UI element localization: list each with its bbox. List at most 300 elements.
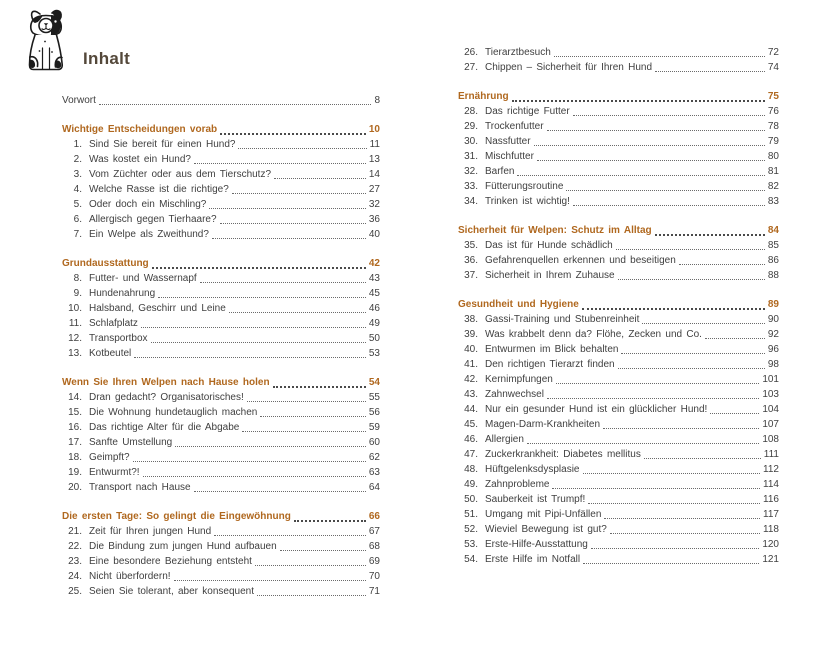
toc-entry-row [458,104,779,119]
entry-title: Zahnprobleme [485,479,550,490]
toc-entry-row [458,417,779,432]
toc-entry-row [458,522,779,537]
dot-leader [294,520,366,522]
dot-leader [552,488,760,489]
entry-title: Sind Sie bereit für einen Hund? [89,139,236,150]
toc-group [62,509,380,599]
toc-entry-row [62,286,380,301]
entry-number: 34. [464,196,478,207]
entry-number: 45. [464,419,478,430]
entry-number: 17. [68,437,82,448]
entry-title: Sicherheit in Ihrem Zuhause [485,270,615,281]
page-number: 68 [368,541,380,552]
toc-entry-row [458,372,779,387]
toc-entry-row [62,435,380,450]
toc-group [62,122,380,242]
page-number: 75 [767,91,779,102]
section-title: Ernährung [458,91,509,102]
entry-title: Umgang mit Pipi-Unfällen [485,509,602,520]
toc-entry-row [62,539,380,554]
entry-title: Wieviel Bewegung ist gut? [485,524,607,535]
page-number: 86 [767,255,779,266]
toc-entry-row [62,480,380,495]
toc-group [458,45,779,75]
dot-leader [554,56,765,57]
entry-title: Futter- und Wassernapf [89,273,197,284]
entry-number: 54. [464,554,478,565]
toc-entry-row [458,477,779,492]
page-number: 55 [368,392,380,403]
page-number: 62 [368,452,380,463]
entry-title: Hüftgelenksdysplasie [485,464,580,475]
entry-number: 41. [464,359,478,370]
entry-title: Entwurmt?! [89,467,140,478]
section-title: Sicherheit für Welpen: Schutz im Alltag [458,225,652,236]
page-number: 120 [762,539,779,550]
toc-entry-row [458,164,779,179]
entry-title: Was kostet ein Hund? [89,154,191,165]
toc-entry-row [62,137,380,152]
entry-number: 10. [68,303,82,314]
entry-number: 36. [464,255,478,266]
toc-entry-row [62,420,380,435]
page-number: 66 [368,511,380,522]
dot-leader [604,518,760,519]
page-number: 80 [767,151,779,162]
entry-title: Das richtige Alter für die Abgabe [89,422,240,433]
entry-number: 12. [68,333,82,344]
entry-title: Das richtige Futter [485,106,570,117]
toc-entry-row [62,197,380,212]
dot-leader [710,413,759,414]
entry-number: 46. [464,434,478,445]
entry-number: 7. [73,229,82,240]
page-number: 10 [368,124,380,135]
entry-number: 44. [464,404,478,415]
toc-section-row [458,223,779,238]
dot-leader [194,491,366,492]
entry-title: Was krabbelt denn da? Flöhe, Zecken und Co. [485,329,702,340]
toc-entry-row [458,357,779,372]
dot-leader [573,115,765,116]
entry-title: Welche Rasse ist die richtige? [89,184,229,195]
entry-title: Nassfutter [485,136,531,147]
page-number: 42 [368,258,380,269]
toc-entry-row [458,45,779,60]
page-number: 74 [767,62,779,73]
entry-number: 18. [68,452,82,463]
entry-number: 4. [73,184,82,195]
dot-leader [260,416,366,417]
dot-leader [232,193,366,194]
dot-leader [512,100,765,102]
page-number: 70 [368,571,380,582]
dot-leader [610,533,760,534]
toc-entry-row [458,312,779,327]
entry-title: Mischfutter [485,151,534,162]
entry-title: Allergien [485,434,524,445]
toc-group [62,375,380,495]
dot-leader [527,443,759,444]
dot-leader [537,160,765,161]
page-number: 50 [368,333,380,344]
entry-title: Oder doch ein Mischling? [89,199,207,210]
toc-entry-row [62,450,380,465]
toc-entry-row [62,465,380,480]
page-number: 32 [368,199,380,210]
entry-title: Seien Sie tolerant, aber konsequent [89,586,254,597]
entry-title: Transport nach Hause [89,482,191,493]
page-number: 101 [762,374,779,385]
entry-number: 1. [73,139,82,150]
section-title: Wenn Sie Ihren Welpen nach Hause holen [62,377,270,388]
dot-leader [534,145,765,146]
page-number: 40 [368,229,380,240]
toc-entry-row [458,537,779,552]
entry-number: 40. [464,344,478,355]
entry-title: Sauberkeit ist Trumpf! [485,494,586,505]
dot-leader [212,238,366,239]
dot-leader [99,104,372,105]
page-number: 8 [374,95,380,106]
entry-title: Transportbox [89,333,148,344]
entry-title: Allergisch gegen Tierhaare? [89,214,217,225]
dot-leader [618,279,765,280]
entry-number: 30. [464,136,478,147]
entry-number: 6. [73,214,82,225]
section-title: Gesundheit und Hygiene [458,299,579,310]
toc-entry-row [458,268,779,283]
toc-entry-row [62,405,380,420]
dot-leader [644,458,761,459]
page-number: 27 [368,184,380,195]
toc-entry-row [458,60,779,75]
toc-group [62,256,380,361]
toc-section-row [458,297,779,312]
page-number: 69 [368,556,380,567]
entry-title: Dran gedacht? Organisatorisches! [89,392,244,403]
entry-number: 33. [464,181,478,192]
entry-number: 2. [73,154,82,165]
dot-leader [621,353,764,354]
entry-title: Magen-Darm-Krankheiten [485,419,601,430]
toc-entry-row [458,387,779,402]
page-number: 98 [767,359,779,370]
entry-title: Trinken ist wichtig! [485,196,570,207]
page-number: 89 [767,299,779,310]
toc-entry-row [458,552,779,567]
dot-leader [238,148,366,149]
entry-title: Tierarztbesuch [485,47,551,58]
page-number: 83 [767,196,779,207]
page-number: 111 [763,449,779,460]
toc-group [458,223,779,283]
toc-group [458,89,779,209]
page-number: 64 [368,482,380,493]
entry-title: Eine besondere Beziehung entsteht [89,556,252,567]
entry-number: 37. [464,270,478,281]
dot-leader [158,297,366,298]
entry-title: Hundenahrung [89,288,156,299]
entry-title: Zuckerkrankheit: Diabetes mellitus [485,449,641,460]
dot-leader [679,264,765,265]
toc-entry-row [458,119,779,134]
toc-entry-row [458,327,779,342]
toc-column-left [62,93,380,599]
entry-number: 21. [68,526,82,537]
page-number: 36 [368,214,380,225]
page-number: 54 [368,377,380,388]
toc-entry-row [62,331,380,346]
toc-section-row [62,509,380,524]
toc-entry-row [62,554,380,569]
toc-entry-row [62,524,380,539]
toc-entry-row [458,492,779,507]
toc-entry-row [458,253,779,268]
entry-number: 52. [464,524,478,535]
toc-entry-row [62,584,380,599]
entry-title: Ein Welpe als Zweithund? [89,229,209,240]
toc-entry-row [458,149,779,164]
toc-entry-row [62,152,380,167]
page-number: 59 [368,422,380,433]
dot-leader [141,327,366,328]
page-number: 121 [762,554,779,565]
dot-leader [174,580,366,581]
page-number: 112 [763,464,779,475]
toc-entry-row [458,194,779,209]
entry-number: 13. [68,348,82,359]
toc-section-row [62,122,380,137]
toc-entry-row [62,227,380,242]
toc-section-row [62,375,380,390]
page-number: 81 [767,166,779,177]
entry-title: Trockenfutter [485,121,544,132]
page-number: 67 [368,526,380,537]
entry-number: 50. [464,494,478,505]
dot-leader [214,535,366,536]
entry-number: 32. [464,166,478,177]
entry-title: Fütterungsroutine [485,181,564,192]
toc-entry-row [62,167,380,182]
entry-title: Gefahrenquellen erkennen und beseitigen [485,255,676,266]
toc-section-row [458,89,779,104]
dot-leader [133,461,366,462]
entry-title: Schlafplatz [89,318,138,329]
toc-entry-row [458,447,779,462]
toc-entry-row [62,271,380,286]
toc-entry-row [62,182,380,197]
dot-leader [257,595,366,596]
dot-leader [705,338,765,339]
dog-doodle-icon [22,8,70,72]
dot-leader [151,342,366,343]
toc-entry-row [62,569,380,584]
page-number: 46 [368,303,380,314]
entry-title: Sanfte Umstellung [89,437,173,448]
page-number: 56 [368,407,380,418]
entry-title: Nicht überfordern! [89,571,171,582]
dot-leader [255,565,366,566]
entry-title: Halsband, Geschirr und Leine [89,303,226,314]
entry-title: Geimpft? [89,452,130,463]
page-number: 82 [767,181,779,192]
entry-number: 23. [68,556,82,567]
entry-title: Vorwort [62,95,96,106]
dot-leader [242,431,366,432]
dot-leader [573,205,765,206]
entry-title: Gassi-Training und Stubenreinheit [485,314,640,325]
page-number: 13 [368,154,380,165]
page-number: 71 [368,586,380,597]
dot-leader [134,357,366,358]
page-number: 116 [763,494,779,505]
dot-leader [194,163,366,164]
toc-column-right [458,45,779,567]
toc-entry-row [62,93,380,108]
entry-number: 8. [73,273,82,284]
page-number: 107 [762,419,779,430]
entry-number: 26. [464,47,478,58]
page-number: 78 [767,121,779,132]
toc-entry-row [62,212,380,227]
page-number: 118 [763,524,779,535]
entry-title: Barfen [485,166,515,177]
page-number: 49 [368,318,380,329]
entry-title: Die Bindung zum jungen Hund aufbauen [89,541,277,552]
dot-leader [175,446,366,447]
entry-number: 9. [73,288,82,299]
section-title: Die ersten Tage: So gelingt die Eingewöhnung [62,511,291,522]
toc-entry-row [458,507,779,522]
entry-title: Die Wohnung hundetauglich machen [89,407,258,418]
entry-number: 51. [464,509,478,520]
page-number: 84 [767,225,779,236]
page-number: 79 [767,136,779,147]
entry-number: 19. [68,467,82,478]
entry-number: 39. [464,329,478,340]
dot-leader [616,249,765,250]
dot-leader [280,550,366,551]
toc-entry-row [458,462,779,477]
entry-number: 15. [68,407,82,418]
section-title: Grundausstattung [62,258,149,269]
dot-leader [209,208,366,209]
dot-leader [273,386,366,388]
entry-number: 35. [464,240,478,251]
dot-leader [220,133,366,135]
entry-title: Kotbeutel [89,348,132,359]
entry-number: 29. [464,121,478,132]
page-number: 92 [767,329,779,340]
entry-number: 43. [464,389,478,400]
toc-section-row [62,256,380,271]
dot-leader [618,368,765,369]
dot-leader [556,383,759,384]
entry-title: Chippen – Sicherheit für Ihren Hund [485,62,653,73]
dot-leader [655,234,765,236]
toc-entry-row [458,342,779,357]
entry-number: 47. [464,449,478,460]
entry-title: Das ist für Hunde schädlich [485,240,613,251]
entry-number: 31. [464,151,478,162]
dot-leader [143,476,366,477]
dot-leader [547,398,759,399]
dot-leader [588,503,760,504]
dot-leader [152,267,366,269]
entry-number: 11. [68,318,82,329]
dot-leader [582,308,765,310]
page-number: 72 [767,47,779,58]
page-number: 45 [368,288,380,299]
dot-leader [200,282,366,283]
page-title: Inhalt [83,49,131,68]
dot-leader [517,175,764,176]
entry-number: 3. [73,169,82,180]
page-number: 14 [368,169,380,180]
toc-entry-row [458,238,779,253]
entry-number: 14. [68,392,82,403]
page-number: 76 [767,106,779,117]
entry-number: 16. [68,422,82,433]
entry-number: 20. [68,482,82,493]
entry-title: Vom Züchter oder aus dem Tierschutz? [89,169,272,180]
entry-number: 25. [68,586,82,597]
entry-title: Entwurmen im Blick behalten [485,344,619,355]
entry-title: Nur ein gesunder Hund ist ein glücklicher Hund! [485,404,708,415]
dot-leader [247,401,366,402]
page-number: 104 [762,404,779,415]
toc-group [62,93,380,108]
page-number: 117 [763,509,779,520]
entry-title: Erste Hilfe im Notfall [485,554,581,565]
page-number: 103 [762,389,779,400]
entry-title: Kernimpfungen [485,374,553,385]
dot-leader [642,323,764,324]
dot-leader [603,428,759,429]
dot-leader [583,473,761,474]
entry-number: 48. [464,464,478,475]
entry-number: 53. [464,539,478,550]
toc-entry-row [458,179,779,194]
page-number: 11 [369,139,380,150]
toc-entry-row [458,402,779,417]
toc-group [458,297,779,567]
entry-number: 49. [464,479,478,490]
page-number: 85 [767,240,779,251]
entry-title: Zeit für Ihren jungen Hund [89,526,212,537]
dot-leader [547,130,765,131]
entry-title: Erste-Hilfe-Ausstattung [485,539,588,550]
entry-number: 5. [73,199,82,210]
page-number: 53 [368,348,380,359]
toc-entry-row [62,301,380,316]
page-number: 96 [767,344,779,355]
page-number: 114 [763,479,779,490]
entry-number: 27. [464,62,478,73]
toc-entry-row [458,134,779,149]
entry-title: Den richtigen Tierarzt finden [485,359,615,370]
entry-number: 42. [464,374,478,385]
page-header [22,8,130,72]
entry-number: 28. [464,106,478,117]
toc-entry-row [62,346,380,361]
section-title: Wichtige Entscheidungen vorab [62,124,218,135]
entry-number: 22. [68,541,82,552]
dot-leader [220,223,366,224]
dot-leader [583,563,759,564]
dot-leader [655,71,765,72]
